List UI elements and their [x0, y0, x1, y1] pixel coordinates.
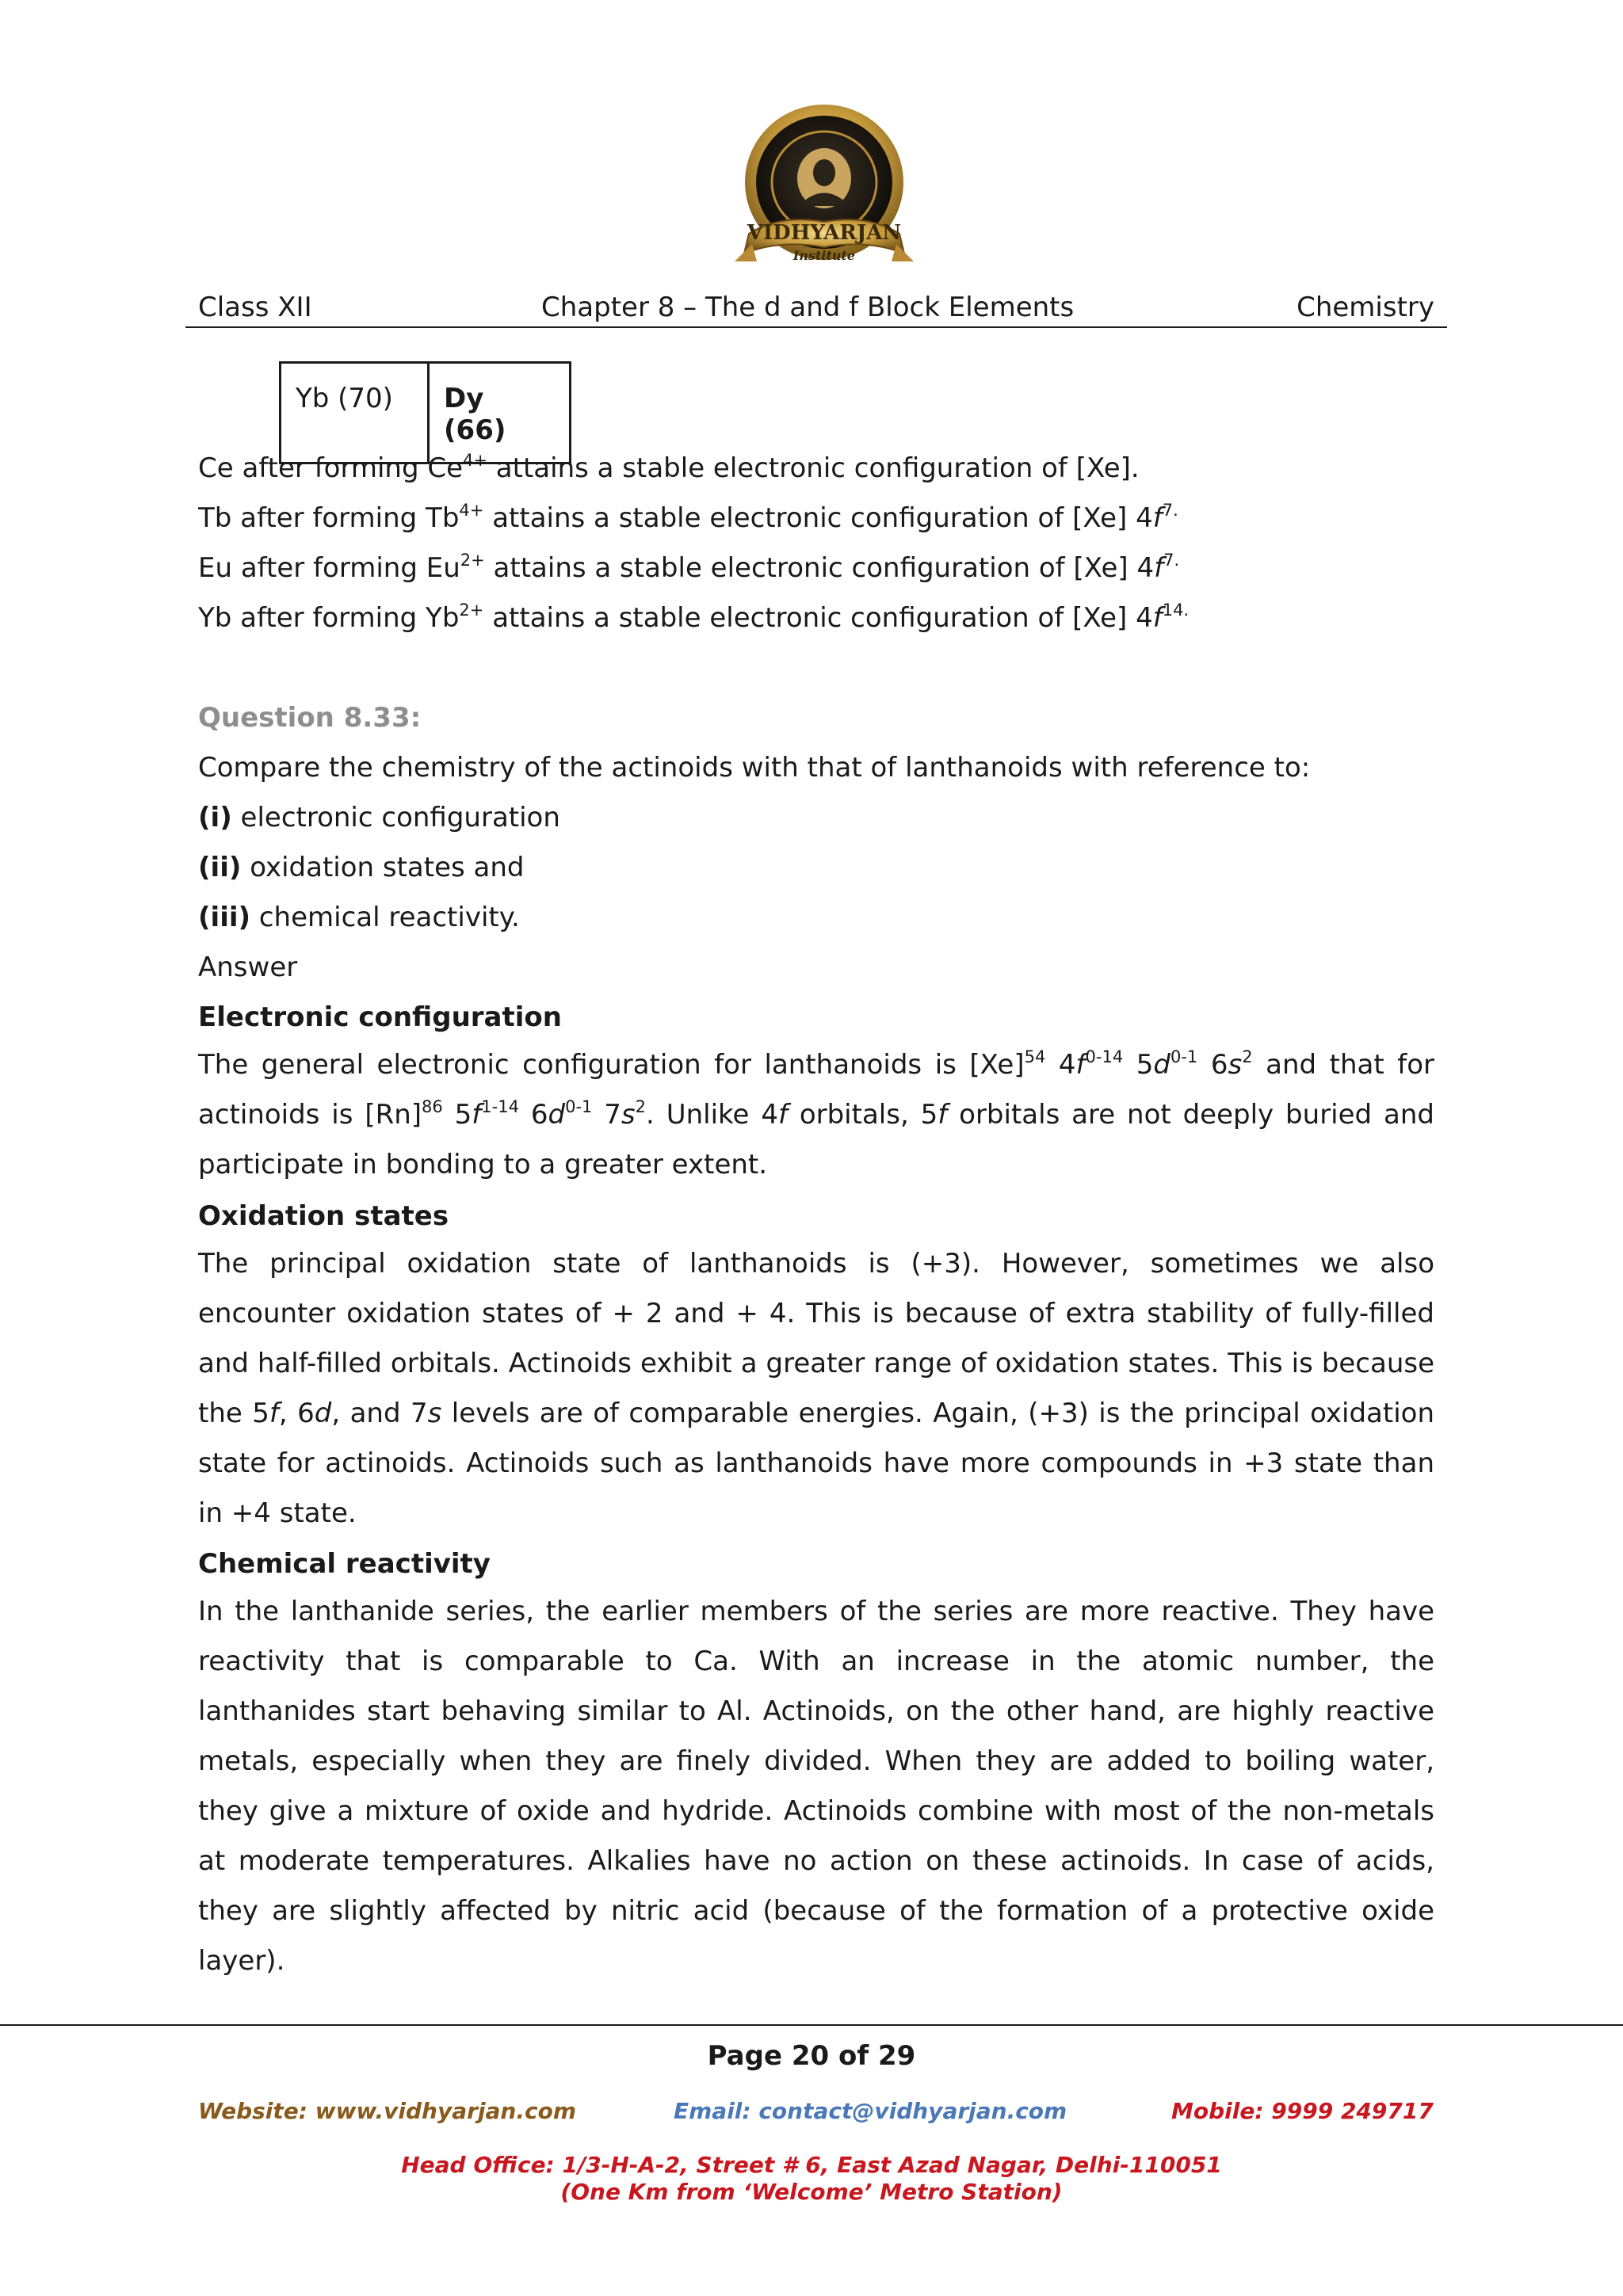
footer-office-address: Head Office: 1/3-H-A-2, Street # 6, East Azad Nagar, Delhi-110051: [401, 2152, 1222, 2178]
header-chapter: Chapter 8 – The d and f Block Elements: [541, 292, 1075, 323]
section-heading: Chemical reactivity: [198, 1548, 491, 1580]
logo-subtitle: Institute: [792, 248, 856, 263]
question-item: (i) electronic configuration: [198, 802, 560, 833]
oxidation-states-paragraph: The principal oxidation state of lanthanoids is (+3). However, sometimes we also encounter oxidation states of + 2 and + 4. This is because of extra stability of fully-filled and half-filled orbitals. Actinoids exhibit a greater range of oxidation states. This is because the 5f, 6d, and 7s levels are of comparable energies. Again, (+3) is the principal oxidation state for actinoids. Actinoids such as lanthanoids have more compounds in +3 state than in +4 state.: [198, 1248, 1434, 1529]
question-text: Compare the chemistry of the actinoids with that of lanthanoids with reference to:: [198, 752, 1311, 784]
question-item: (iii) chemical reactivity.: [198, 902, 520, 933]
answer-label: Answer: [198, 952, 298, 983]
table-row: [281, 363, 571, 463]
element-table: [279, 361, 571, 464]
page-number: Page 20 of 29: [707, 2040, 916, 2072]
footer-mobile: Mobile: 9999 249717: [1171, 2098, 1434, 2124]
stability-line: Ce after forming $Ce^{4+}$ attains a stable electronic configuration of [Xe].: [198, 451, 1140, 484]
stability-line: Tb after forming $Tb^{4+}$ attains a stable electronic configuration of [Xe] $4f^{7.}$: [198, 501, 1178, 534]
section-heading: Oxidation states: [198, 1200, 449, 1232]
stability-line: Yb after forming $Yb^{2+}$ attains a stable electronic configuration of [Xe] $4f^{14.}$: [198, 601, 1190, 634]
section-heading: Electronic configuration: [198, 1001, 562, 1033]
electronic-configuration-paragraph: The general electronic configuration for lanthanoids is $[Xe]^{54}$ $4f^{0-14}$ $5d^{0-1}$ $6s^2$ and that for actinoids is $[Rn]^{86}$ $5f^{1-14}$ $6d^{0-1}$ $7s^2$. Unlike 4f orbitals, 5f orbitals are not deeply buried and participate in bonding to a greater extent.: [198, 1047, 1434, 1180]
footer-website[interactable]: Website: www.vidhyarjan.com: [198, 2098, 577, 2124]
footer-divider: [0, 2024, 1623, 2026]
footer-office-landmark: (One Km from ‘Welcome’ Metro Station): [560, 2179, 1063, 2205]
chemical-reactivity-paragraph: In the lanthanide series, the earlier members of the series are more reactive. They have reactivity that is comparable to Ca. With an increase in the atomic number, the lanthanides start behaving similar to Al. Actinoids, on the other hand, are highly reactive metals, especially when they are finely divided. When they are added to boiling water, they give a mixture of oxide and hydride. Actinoids combine with most of the non-metals at moderate temperatures. Alkalies have no action on these actinoids. In case of acids, they are slightly affected by nitric acid (because of the formation of a protective oxide layer).: [198, 1596, 1434, 1977]
header-class: Class XII: [198, 292, 312, 323]
question-title: Question 8.33:: [198, 702, 422, 734]
header-divider: [185, 326, 1447, 328]
logo-name: VIDHYARJAN: [747, 221, 902, 245]
header-subject: Chemistry: [1296, 292, 1434, 323]
page-header: [198, 292, 1434, 323]
table-cell: Dy (66): [429, 363, 571, 463]
institute-logo: [717, 103, 931, 285]
table-cell: Yb (70): [281, 363, 429, 463]
stability-line: Eu after forming $Eu^{2+}$ attains a stable electronic configuration of [Xe] $4f^{7.}$: [198, 551, 1180, 584]
footer-email[interactable]: Email: contact@vidhyarjan.com: [674, 2098, 1067, 2124]
question-item: (ii) oxidation states and: [198, 852, 525, 883]
